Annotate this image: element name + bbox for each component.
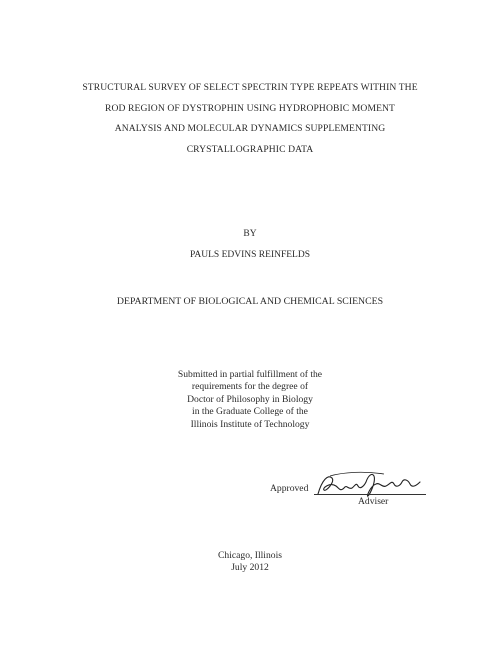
title-line: ANALYSIS AND MOLECULAR DYNAMICS SUPPLEMENTING <box>114 123 386 134</box>
submission-line: Submitted in partial fulfillment of the <box>177 369 323 380</box>
submission-line: in the Graduate College of the <box>192 406 308 418</box>
title-line: CRYSTALLOGRAPHIC DATA <box>186 143 314 155</box>
submission-line: Doctor of Philosophy in Biology <box>187 393 313 405</box>
submission-line: requirements for the degree of <box>191 381 309 393</box>
adviser-label: Adviser <box>358 496 389 507</box>
by-label: BY <box>243 229 257 239</box>
place-text: Chicago, Illinois <box>218 550 282 561</box>
thesis-title <box>40 78 460 160</box>
title-line: STRUCTURAL SURVEY OF SELECT SPECTRIN TYPE REPEATS WITHIN THE <box>82 82 418 93</box>
place-and-date <box>0 550 500 575</box>
title-line: ROD REGION OF DYSTROPHIN USING HYDROPHOBIC MOMENT <box>104 102 396 114</box>
submission-statement <box>0 369 500 431</box>
submission-line: Illinois Institute of Technology <box>190 418 310 430</box>
department-name: DEPARTMENT OF BIOLOGICAL AND CHEMICAL SCIENCES <box>116 296 384 307</box>
author-name: PAULS EDVINS REINFELDS <box>190 250 310 260</box>
approval-block <box>270 470 450 510</box>
date-text: July 2012 <box>231 562 269 574</box>
approved-label: Approved <box>270 483 309 494</box>
signature-line <box>314 494 426 495</box>
